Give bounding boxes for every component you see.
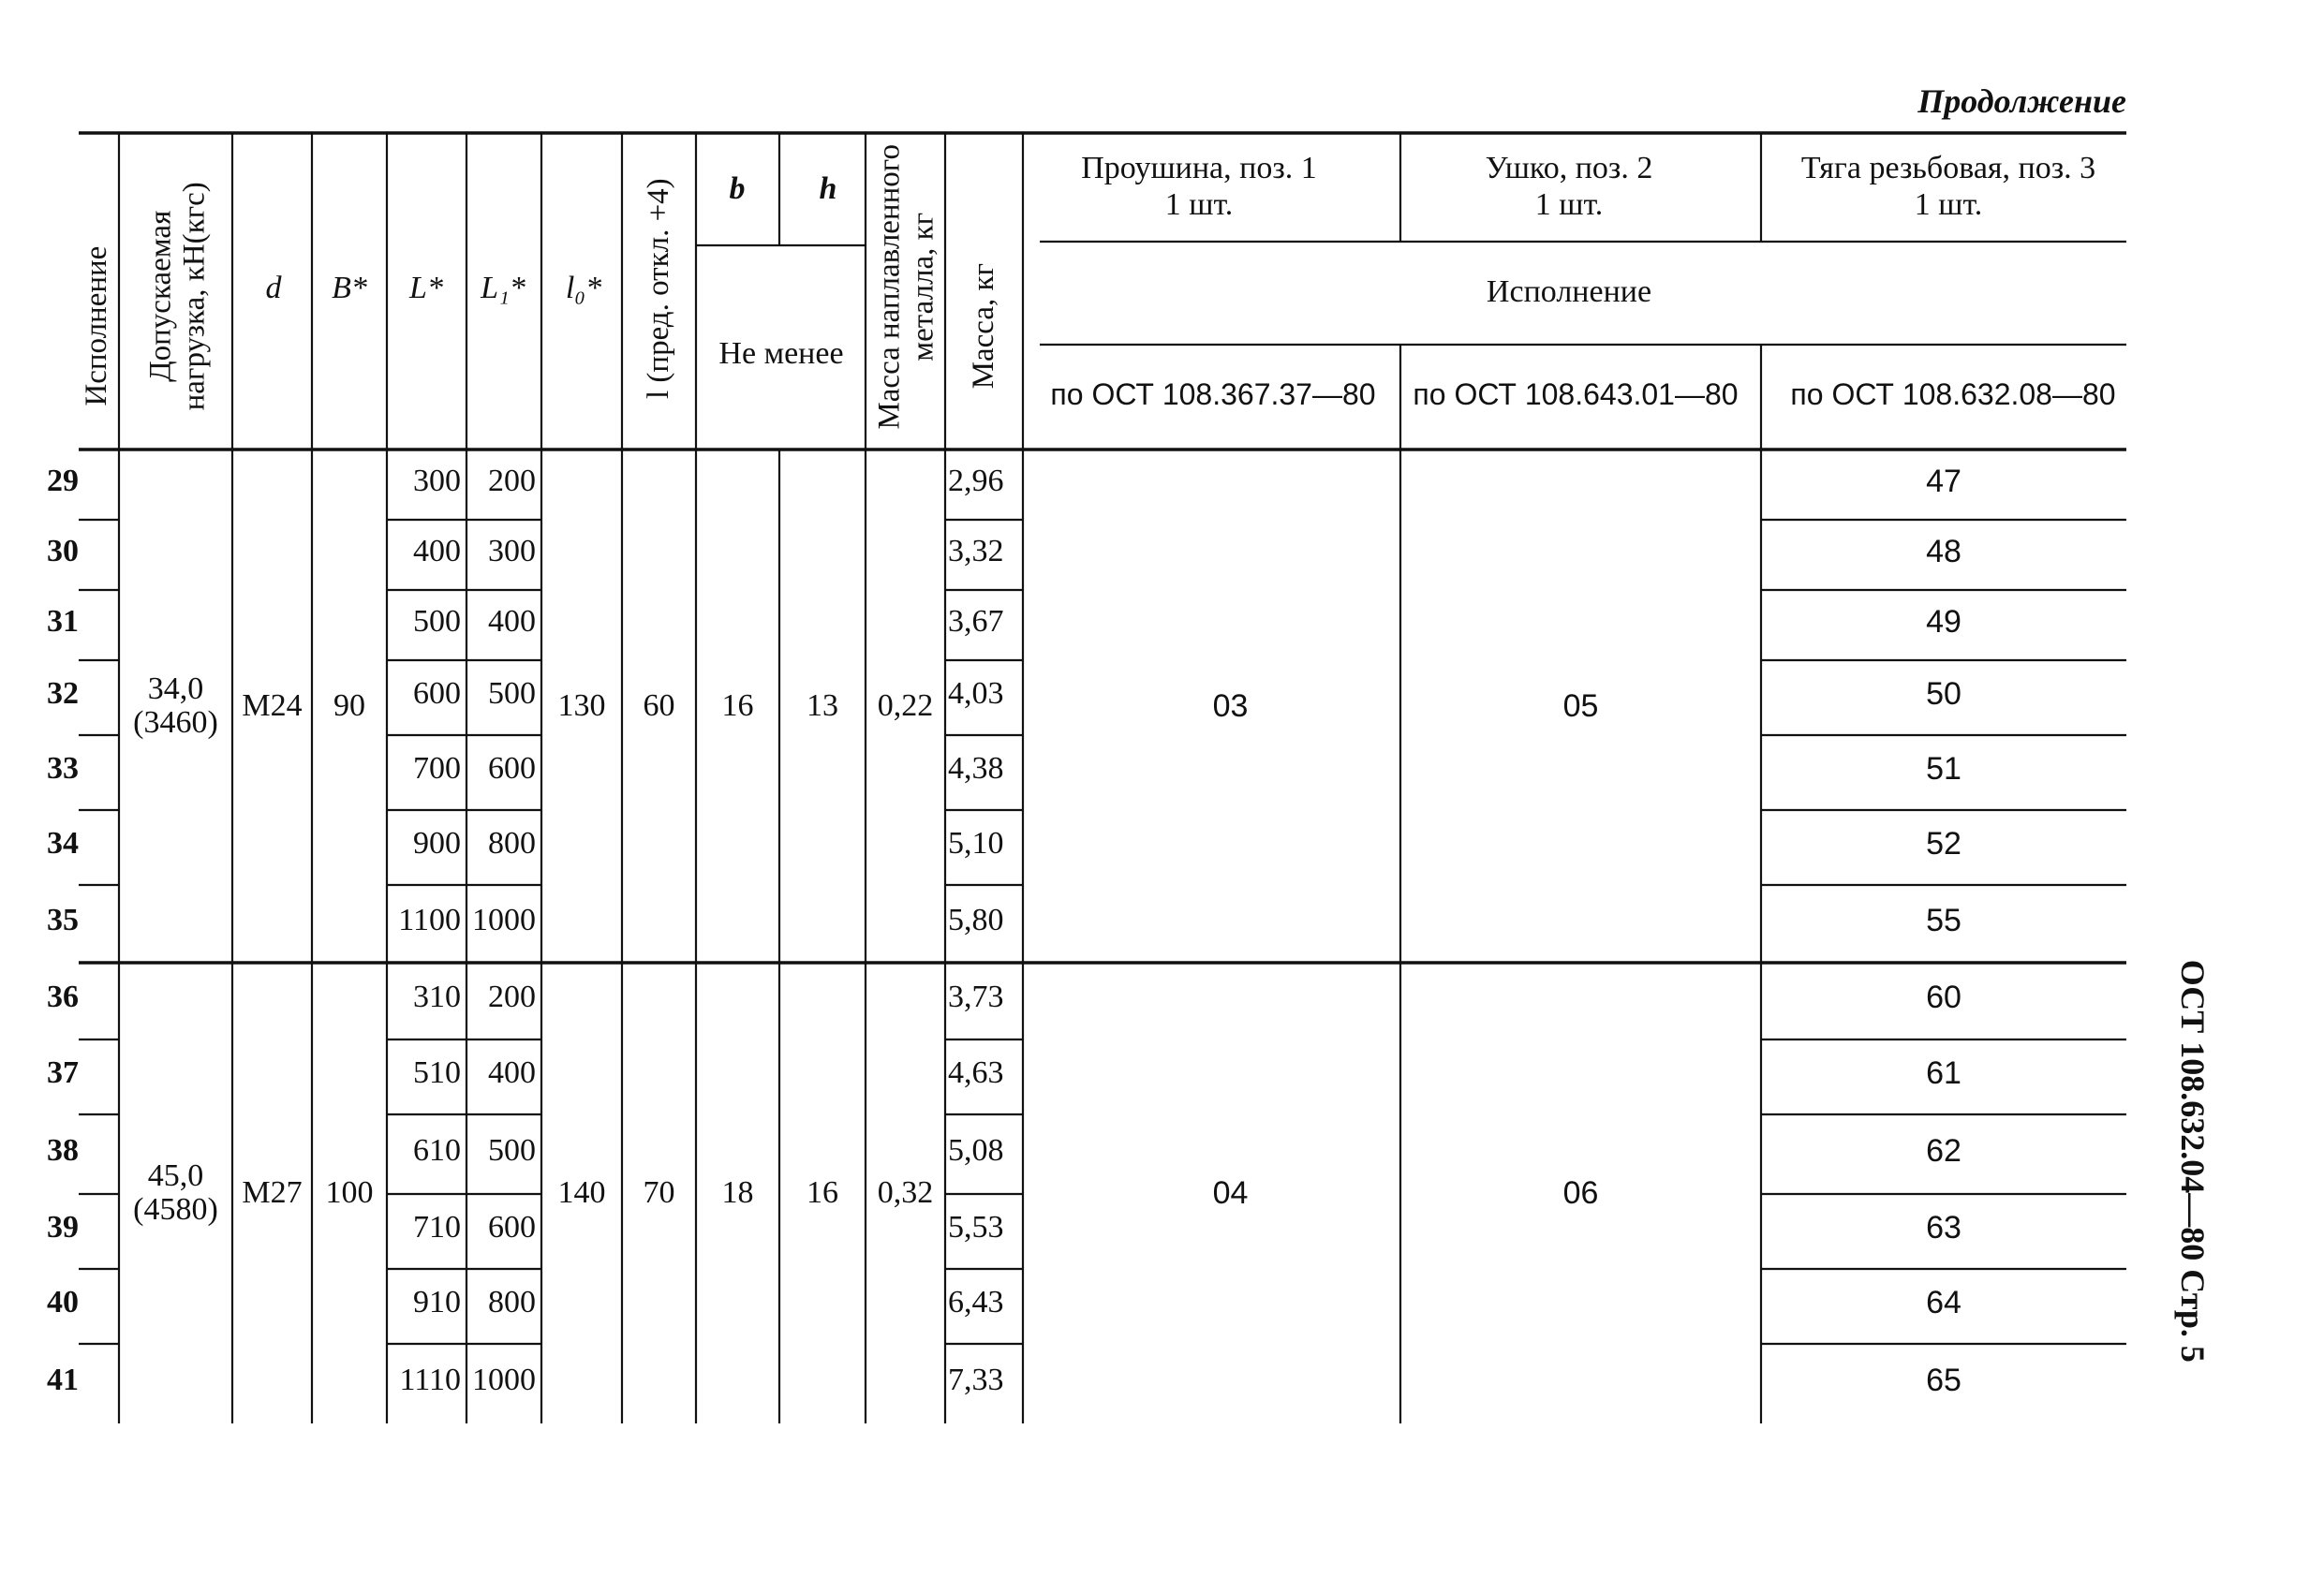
cell-ispolnenie: 32	[47, 676, 79, 711]
cell-mass: 5,10	[948, 826, 1004, 861]
header-ushko-qty: 1 шт.	[1534, 187, 1604, 222]
cell-load: 45,0	[147, 1158, 204, 1193]
header-load	[144, 137, 213, 455]
cell-l1-star: 500	[488, 1132, 536, 1168]
header-b: b	[729, 171, 746, 206]
cell-l1-star: 500	[488, 676, 536, 711]
cell-load-kgs: (4580)	[133, 1192, 218, 1227]
cell-tyaga: 64	[1926, 1285, 1961, 1320]
cell-l-star: 400	[413, 533, 461, 568]
cell-load: 34,0	[147, 671, 204, 706]
cell-ispolnenie: 34	[47, 826, 79, 861]
cell-ispolnenie: 37	[47, 1055, 79, 1090]
cell-l-star: 1100	[398, 902, 461, 937]
header-tyaga: Тяга резьбовая, поз. 3	[1800, 151, 2096, 185]
cell-l-star: 700	[413, 751, 461, 786]
cell-ispolnenie: 30	[47, 533, 79, 568]
cell-ispolnenie: 38	[47, 1132, 79, 1168]
cell-ispolnenie: 36	[47, 980, 79, 1014]
cell-ispolnenie: 39	[47, 1210, 79, 1245]
cell-l: 70	[643, 1175, 675, 1210]
cell-mass-weld: 0,22	[877, 688, 934, 723]
cell-l1-star: 400	[488, 1055, 536, 1090]
header-proushina-qty: 1 шт.	[1164, 187, 1234, 222]
cell-l: 60	[643, 688, 675, 723]
header-ispolnenie-group: Исполнение	[1486, 274, 1652, 309]
cell-l-star: 310	[413, 980, 461, 1014]
cell-l-star: 710	[413, 1210, 461, 1245]
cell-l0: 130	[557, 688, 606, 723]
cell-tyaga: 51	[1926, 751, 1961, 787]
header-l0-star: l₀*	[565, 271, 602, 305]
cell-d: M24	[242, 688, 303, 723]
cell-mass: 5,08	[948, 1132, 1004, 1168]
cell-l-star: 1110	[399, 1362, 461, 1397]
cell-ushko: 05	[1562, 688, 1599, 724]
header-l-deviation: l (пред. откл. +4)	[641, 178, 675, 399]
cell-l-star: 910	[413, 1285, 461, 1319]
cell-l1-star: 200	[488, 980, 536, 1014]
header-tyaga-qty: 1 шт.	[1914, 187, 1983, 222]
cell-tyaga: 47	[1926, 463, 1961, 499]
cell-l0: 140	[557, 1175, 606, 1210]
cell-l1-star: 200	[488, 463, 536, 498]
cell-l1-star: 1000	[472, 1362, 536, 1397]
header-ushko: Ушко, поз. 2	[1485, 151, 1653, 185]
cell-l-star: 500	[413, 603, 461, 639]
cell-d: M27	[242, 1175, 303, 1210]
cell-h: 16	[807, 1175, 838, 1210]
header-ispolnenie: Исполнение	[79, 245, 113, 406]
cell-ispolnenie: 31	[47, 603, 79, 639]
cell-l-star: 510	[413, 1055, 461, 1090]
header-mass-weld: Масса наплавленного металла, кг	[872, 144, 940, 430]
cell-l-star: 900	[413, 826, 461, 861]
cell-l1-star: 1000	[472, 902, 536, 937]
side-reference: ОСТ 108.632.04—80 Стр. 5	[2173, 959, 2212, 1363]
cell-l1-star: 800	[488, 1285, 536, 1319]
cell-mass: 4,63	[948, 1055, 1004, 1090]
cell-mass: 3,67	[948, 603, 1004, 639]
cell-l-star: 300	[413, 463, 461, 498]
cell-ispolnenie: 33	[47, 751, 79, 786]
cell-b: 18	[721, 1175, 754, 1210]
cell-mass: 4,03	[948, 676, 1004, 711]
cell-l1-star: 800	[488, 826, 536, 861]
header-l-star: L*	[409, 271, 443, 305]
cell-ispolnenie: 40	[47, 1285, 79, 1319]
header-d: d	[265, 271, 282, 305]
cell-mass: 2,96	[948, 463, 1004, 498]
header-h: h	[819, 171, 837, 206]
cell-mass: 7,33	[948, 1362, 1004, 1397]
cell-mass: 5,80	[948, 902, 1004, 937]
cell-tyaga: 62	[1926, 1132, 1961, 1169]
header-ost-tyaga: по ОСТ 108.632.08—80	[1790, 377, 2116, 411]
cell-tyaga: 48	[1926, 533, 1961, 569]
cell-mass-weld: 0,32	[877, 1175, 934, 1210]
header-load-text: Допускаемая нагрузка, кН(кгс)	[143, 182, 212, 411]
cell-b-star: 90	[333, 688, 365, 723]
header-ne-menee: Не менее	[718, 336, 844, 371]
cell-mass: 3,32	[948, 533, 1004, 568]
cell-mass: 5,53	[948, 1210, 1004, 1245]
continuation-label: Продолжение	[1917, 82, 2126, 120]
cell-load-kgs: (3460)	[133, 705, 218, 740]
cell-l1-star: 600	[488, 1210, 536, 1245]
cell-tyaga: 60	[1926, 980, 1961, 1015]
cell-tyaga: 50	[1926, 676, 1961, 712]
header-proushina: Проушина, поз. 1	[1081, 151, 1317, 185]
cell-l1-star: 600	[488, 751, 536, 786]
cell-b: 16	[721, 688, 754, 723]
header-mass: Масса, кг	[966, 262, 1000, 390]
cell-h: 13	[807, 688, 838, 723]
cell-ispolnenie: 41	[47, 1362, 79, 1397]
cell-l1-star: 300	[488, 533, 536, 568]
cell-mass: 4,38	[948, 751, 1004, 786]
cell-l-star: 600	[413, 676, 461, 711]
cell-proushina: 04	[1212, 1175, 1249, 1211]
cell-tyaga: 61	[1926, 1055, 1961, 1091]
cell-ispolnenie: 29	[47, 463, 79, 498]
cell-ushko: 06	[1562, 1175, 1599, 1211]
cell-b-star: 100	[325, 1175, 374, 1210]
cell-tyaga: 49	[1926, 603, 1961, 640]
cell-proushina: 03	[1212, 688, 1249, 724]
cell-tyaga: 55	[1926, 902, 1961, 938]
header-ost-ushko: по ОСТ 108.643.01—80	[1413, 377, 1739, 411]
header-l1-star: L₁*	[481, 271, 525, 305]
cell-tyaga: 52	[1926, 826, 1961, 862]
cell-mass: 3,73	[948, 980, 1004, 1014]
cell-l1-star: 400	[488, 603, 536, 639]
header-b-star: B*	[332, 271, 367, 305]
cell-l-star: 610	[413, 1132, 461, 1168]
cell-mass: 6,43	[948, 1285, 1004, 1319]
header-ost-proushina: по ОСТ 108.367.37—80	[1050, 377, 1376, 411]
cell-tyaga: 63	[1926, 1210, 1961, 1246]
cell-tyaga: 65	[1926, 1362, 1961, 1398]
cell-ispolnenie: 35	[47, 902, 79, 937]
